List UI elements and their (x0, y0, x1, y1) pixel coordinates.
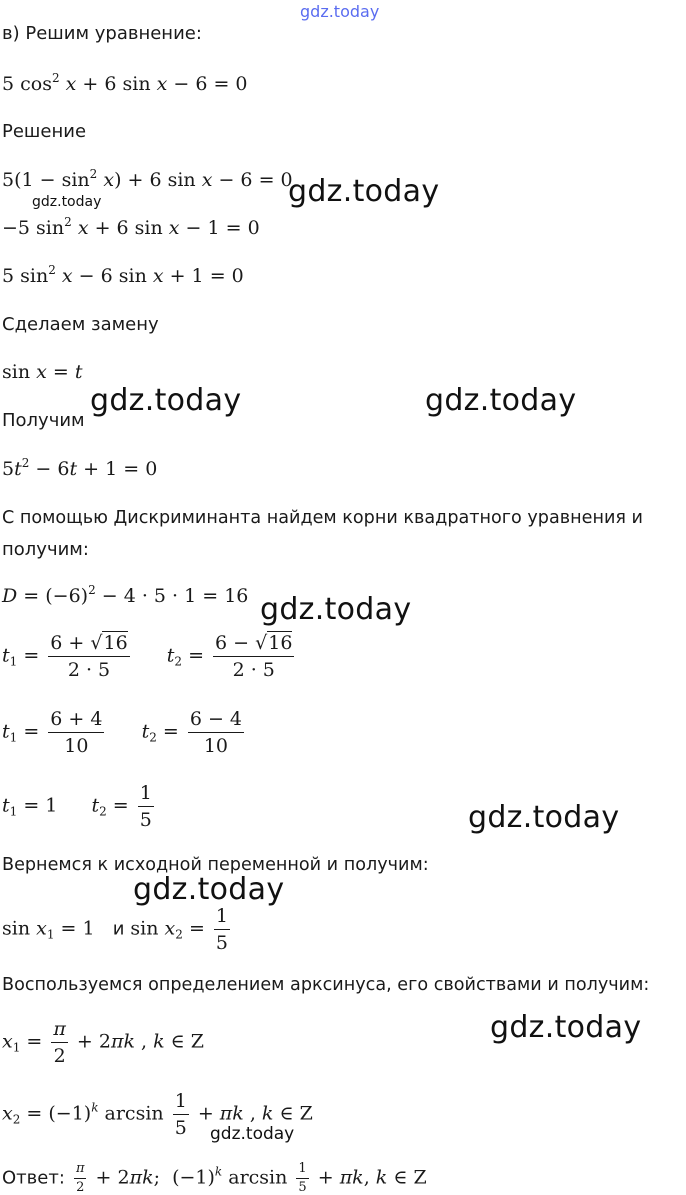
fraction: $\frac{1}{5}$ (174, 1090, 187, 1139)
answer: Ответ: $\frac{\pi}{2}$ + 2πk; $(-1)^k$ arcsin $\frac{1}{5}$ + πk, k ∈ Z (2, 1161, 427, 1195)
fraction: $\frac{6 + 4}{10}$ (50, 708, 103, 757)
watermark: gdz.today (133, 872, 285, 907)
obtain-label: Получим (2, 410, 85, 431)
watermark: gdz.today (490, 1010, 642, 1045)
quadratic-equation: $5t^2 - 6t + 1 = 0$ (2, 456, 158, 480)
discriminant: $D = (-6)^2 - 4 \cdot 5 \cdot 1 = 16$ (2, 583, 249, 607)
roots-final: $t_1 = 1$ $t_2$ = $\frac{1}{5}$ (2, 782, 152, 831)
step-2: −5 $\sin^2 x + 6$ sin x − 1 = 0 (2, 215, 260, 239)
answer-label: Ответ: (2, 1167, 65, 1189)
fraction: $\frac{6 - 4}{10}$ (189, 708, 243, 757)
step-3: 5 $\sin^2 x - 6$ sin x + 1 = 0 (2, 263, 244, 287)
arcsine-label: Воспользуемся определением арксинуса, его свойствами и получим: (2, 975, 650, 995)
and-word: и (112, 918, 125, 940)
watermark: gdz.today (260, 592, 412, 627)
solution-heading: Решение (2, 121, 87, 142)
fraction: $\frac{1}{5}$ (298, 1161, 307, 1195)
watermark: gdz.today (468, 800, 620, 835)
step-1: $5(1 - \sin^2 x) + 6$ sin x − 6 = 0 (2, 167, 293, 191)
equation-main: 5 $\cos^2 x + 6$ sin x − 6 = 0 (2, 71, 248, 95)
sin-values: $\sin x_1 = 1$ и $\sin x_2$ = $\frac{1}{5}$ (2, 905, 228, 954)
watermark: gdz.today (90, 383, 242, 418)
watermark: gdz.today (425, 383, 577, 418)
substitution-label: Сделаем замену (2, 314, 159, 335)
part-label: в) Решим уравнение: (2, 23, 202, 44)
solution-x2: $x_2 = (-1)^k$ arcsin $\frac{1}{5}$ + πk , k ∈ Z (2, 1090, 313, 1139)
fraction: $\frac{6 - √16}{2 \cdot 5}$ (215, 632, 293, 681)
discriminant-text-line1: С помощью Дискриминанта найдем корни квадратного уравнения и (2, 508, 643, 528)
fraction: $\frac{6 + √16}{2 \cdot 5}$ (50, 632, 128, 681)
fraction: $\frac{1}{5}$ (215, 905, 228, 954)
watermark-small: gdz.today (210, 1124, 295, 1144)
fraction: $\frac{1}{5}$ (139, 782, 152, 831)
roots-sqrt: $t_1$ = $\frac{6 + √16}{2 \cdot 5}$ $t_2$ = $\frac{6 - √16}{2 \cdot 5}$ (2, 632, 293, 681)
watermark-small: gdz.today (32, 194, 102, 210)
discriminant-text-line2: получим: (2, 539, 89, 560)
watermark: gdz.today (288, 174, 440, 209)
substitution: sin x = t (2, 361, 83, 383)
return-label: Вернемся к исходной переменной и получим: (2, 855, 429, 875)
fraction: $\frac{\pi}{2}$ (53, 1018, 66, 1067)
watermark-top: gdz.today (300, 2, 380, 21)
fraction: $\frac{\pi}{2}$ (75, 1161, 85, 1195)
roots-numeric: $t_1$ = $\frac{6 + 4}{10}$ $t_2$ = $\frac{6 - 4}{10}$ (2, 708, 243, 757)
solution-x1: $x_1$ = $\frac{\pi}{2}$ + 2πk , k ∈ Z (2, 1018, 204, 1067)
